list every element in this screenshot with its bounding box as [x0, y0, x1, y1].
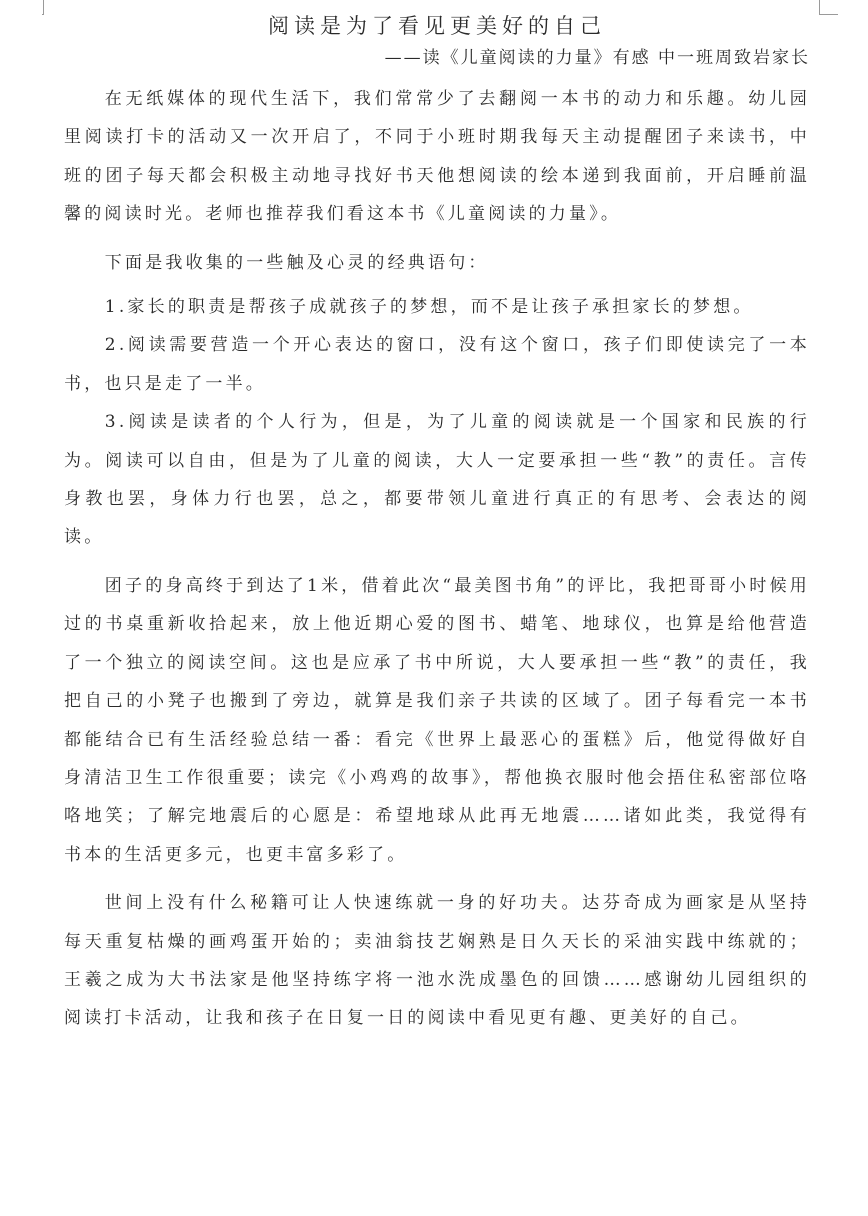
paragraph-intro: 在无纸媒体的现代生活下，我们常常少了去翻阅一本书的动力和乐趣。幼儿园里阅读打卡的活动又一次开启了，不同于小班时期我每天主动提醒团子来读书，中班的团子每天都会积极主动地寻找好书天他想阅读的绘本递到我面前，开启睡前温馨的阅读时光。老师也推荐我们看这本书《儿童阅读的力量》。 [64, 89, 810, 225]
paragraph-quotes-heading: 下面是我收集的一些触及心灵的经典语句： [104, 252, 489, 273]
paragraph-quote-2: 2.阅读需要营造一个开心表达的窗口，没有这个窗口，孩子们即使读完了一本书，也只是走了一半。 [64, 335, 810, 394]
paragraph-quote-3: 3.阅读是读者的个人行为，但是，为了儿童的阅读就是一个国家和民族的行为。阅读可以自由，但是为了儿童的阅读，大人一定要承担一些“教”的责任。言传身教也罢，身体力行也罢，总之，都要带领儿童进行真正的有思考、会表达的阅读。 [64, 412, 810, 548]
document-title: 阅读是为了看见更美好的自己 [268, 14, 606, 38]
document-subtitle: ——读《儿童阅读的力量》有感 中一班周致岩家长 [384, 48, 810, 68]
paragraph-conclusion: 世间上没有什么秘籍可让人快速练就一身的好功夫。达芬奇成为画家是从坚持每天重复枯燥的画鸡蛋开始的；卖油翁技艺娴熟是日久天长的采油实践中练就的；王羲之成为大书法家是他坚持练字将一池水洗成墨色的回馈……感谢幼儿园组织的阅读打卡活动，让我和孩子在日复一日的阅读中看见更有趣、更美好的自己。 [64, 893, 810, 1029]
paragraph-reading-corner: 团子的身高终于到达了1米，借着此次“最美图书角”的评比，我把哥哥小时候用过的书桌重新收拾起来，放上他近期心爱的图书、蜡笔、地球仪，也算是给他营造了一个独立的阅读空间。这也是应承了书中所说，大人要承担一些“教”的责任，我把自己的小凳子也搬到了旁边，就算是我们亲子共读的区域了。团子每看完一本书都能结合已有生活经验总结一番：看完《世界上最恶心的蛋糕》后，他觉得做好自身清洁卫生工作很重要；读完《小鸡鸡的故事》，帮他换衣服时他会捂住私密部位咯咯地笑；了解完地震后的心愿是：希望地球从此再无地震……诸如此类，我觉得有书本的生活更多元，也更丰富多彩了。 [64, 575, 810, 865]
margin-crop-mark-left [42, 0, 44, 15]
paragraph-quote-1: 1.家长的职责是帮孩子成就孩子的梦想，而不是让孩子承担家长的梦想。 [104, 297, 754, 318]
margin-crop-mark-right [819, 0, 838, 15]
